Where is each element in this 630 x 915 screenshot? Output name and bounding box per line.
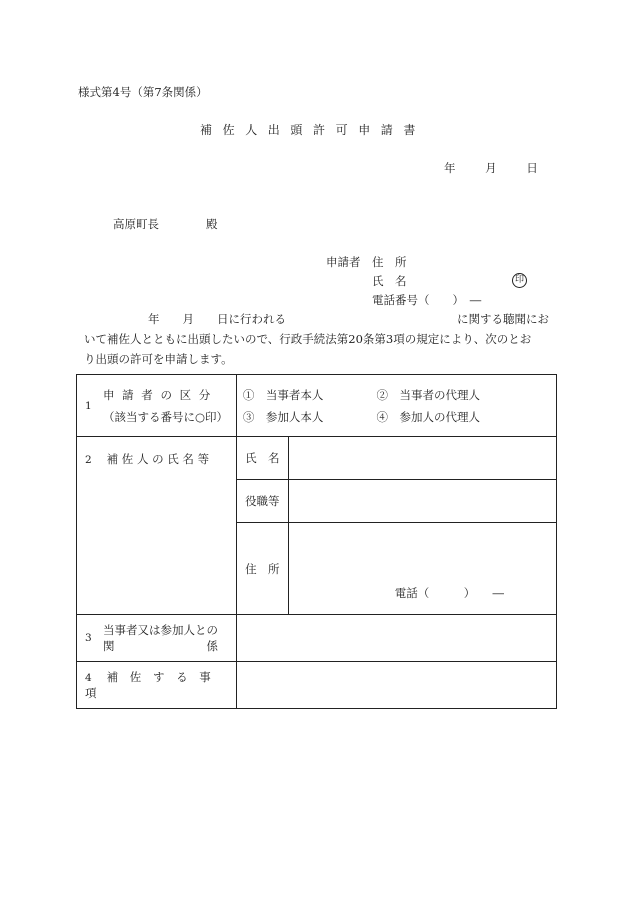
row4-label-cell [77,662,237,709]
body-line2: いて補佐人とともに出頭したいので、行政手続法第20条第3項の規定により、次のとお [84,332,532,346]
row1-label-line2: （該当する番号に○印） [103,409,229,424]
option-4[interactable]: ④ 参加人の代理人 [376,409,481,424]
assistant-address-field[interactable] [288,523,556,615]
row1-options-cell [236,375,556,437]
option-1[interactable]: ① 当事者本人 [242,387,324,402]
row3-label-line1: 当事者又は参加人との [103,623,218,637]
row4-number: 4 [85,672,92,684]
row-applicant-category [77,375,557,437]
assistant-address-label: 住 所 [236,523,288,615]
body-line3: り出頭の許可を申請します。 [84,352,233,366]
addressee-name: 高原町長 [113,217,159,231]
assistant-name-field[interactable] [288,437,556,480]
row3-number: 3 [85,632,92,644]
assistance-matters-field[interactable] [236,662,556,709]
date-day: 日 [526,161,538,175]
addressee [113,216,218,232]
row3-label-cell [77,615,237,662]
row2-number: 2 [85,454,92,466]
option-2[interactable]: ② 当事者の代理人 [376,387,481,402]
body-line1-end: に関する聴聞にお [457,312,549,326]
date-line [444,160,538,176]
applicant-phone-label: 電話番号（ ） ― [372,293,482,307]
row1-label-cell [77,375,237,437]
body-line1-date: 年 月 日に行われる [148,312,286,326]
assistant-position-field[interactable] [288,480,556,523]
row1-label-line1: 申 請 者 の 区 分 [103,387,213,402]
form-reference: 様式第4号（第7条関係） [78,85,208,99]
row4-label: 補 佐 す る 事 項 [85,670,215,700]
assistant-position-label: 役職等 [236,480,288,523]
row-assistant-name [77,437,557,480]
row2-label-cell [77,437,237,615]
assistant-phone-label: 電話（ ） ― [394,586,505,600]
row-relationship [77,615,557,662]
addressee-honorific: 殿 [206,217,218,231]
applicant-address-label: 住 所 [372,255,407,269]
relationship-field[interactable] [236,615,556,662]
applicant-name-label: 氏 名 [372,274,407,288]
applicant-label: 申請者 [326,255,361,269]
option-3[interactable]: ③ 参加人本人 [242,409,324,424]
row-assistance-matters [77,662,557,709]
row1-number: 1 [85,399,92,412]
row2-label: 補 佐 人 の 氏 名 等 [106,452,210,466]
application-table [76,374,557,709]
date-month: 月 [485,161,497,175]
seal-mark: 印 [512,273,527,288]
row3-label-line2: 関 係 [103,639,218,653]
document-title: 補佐人出頭許可申請書 [200,123,427,137]
assistant-name-label: 氏 名 [236,437,288,480]
date-year: 年 [444,161,456,175]
